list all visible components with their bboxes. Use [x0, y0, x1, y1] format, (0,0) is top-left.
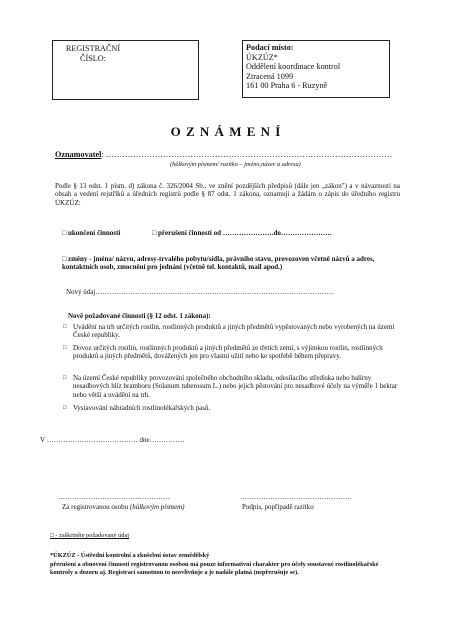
date-label: dne — [139, 436, 150, 444]
activity-label: Uvádění na trh určitých rostlin, rostlinných produktů a jiných předmětů vypěstovaných nebo vyrobených na území České republiky. — [73, 323, 395, 340]
submission-place-line: Oddělení koordinace kontrol — [246, 62, 341, 72]
activity-item[interactable] — [63, 374, 398, 399]
notifier-row[interactable] — [55, 150, 400, 160]
notifier-label: Oznamovatel — [55, 150, 102, 159]
signature-right-dots[interactable]: ………………………………………… — [240, 493, 352, 501]
submission-place-box — [242, 40, 390, 98]
submission-place-line: ÚKZÚZ* — [246, 52, 278, 62]
checkbox-icon[interactable]: □ — [63, 345, 67, 351]
date-dots[interactable]: …………… — [149, 436, 185, 444]
checkbox-footnote: □ - zaškrtněte požadovaný údaj — [50, 532, 129, 539]
activity-label: Vystavování náhradních rostlinolékařských pasů. — [73, 404, 211, 412]
option-interruption[interactable] — [152, 229, 332, 237]
activity-item[interactable] — [63, 344, 398, 361]
activity-item[interactable] — [63, 323, 398, 340]
new-activities-title: Nově požadované činnosti (§ 12 odst. 1 zákona): — [68, 312, 211, 320]
registration-number-label-line1: REGISTRAČNÍ — [65, 44, 121, 53]
submission-place-label: Podací místo: — [246, 43, 294, 52]
submission-place-line: 161 00 Praha 6 - Ruzyně — [246, 81, 328, 91]
notifier-dots: : …………………………………………………………………………………………… — [101, 150, 393, 159]
option-changes-label: změny - jména/ názvu, adresy-trvalého pobytu/sídla, právního stavu, provozoven včetně názvů a adres, kontaktních osob, zmocnění pro jednání (včetně tel. kontaktů, mail apod.) — [62, 255, 375, 272]
place-prefix: V — [40, 436, 45, 444]
signature-left-dots[interactable]: ………………………………………… — [58, 493, 170, 501]
checkbox-icon[interactable]: □ — [63, 405, 67, 411]
place-dots[interactable]: ………………………………… — [46, 436, 138, 444]
activity-item[interactable] — [63, 404, 398, 412]
checkbox-icon[interactable]: □ — [152, 229, 157, 237]
registration-number-box[interactable] — [52, 40, 199, 100]
checkbox-icon[interactable]: □ — [62, 229, 67, 237]
signature-left-label: Za registrovanou osobu — [62, 503, 129, 511]
place-date-row[interactable] — [40, 436, 185, 444]
activity-label: Na území České republiky provozování společného obchodního skladu, odesílacího střediska nebo balírny nesadbových hlíz bramboru (Solanum tuberosum L.) nebo jejich pěstování pro nesadbové účely na výměře 1 hektar nebo větší a uvádění na trh. — [73, 374, 398, 399]
activity-label: Dovoz určitých rostlin, rostlinných produktů a jiných předmětů ze třetích zemí, s výjimkou rostlin, rostlinných produktů a jiných předmětů, dovážených jen pro vlastní užití nebo ke spotřebě během přepravy. — [73, 344, 383, 361]
page-title: O Z N Á M E N Í — [170, 124, 282, 139]
new-value-field[interactable]: Nový údaj………………………………………………………………………………………… — [66, 288, 334, 296]
footer-org: *ÚKZÚZ - Ústřední kontrolní a zkušební ústav zemědělský — [50, 552, 210, 559]
option-termination-label: ukončení činnosti — [67, 229, 121, 237]
option-changes[interactable] — [62, 255, 397, 272]
registration-number-label-line2: ČÍSLO: — [80, 53, 106, 63]
checkbox-icon[interactable]: □ — [63, 324, 67, 330]
option-interruption-label: přerušení činnosti od ………………….do…………………. — [157, 229, 332, 237]
checkbox-icon[interactable]: □ — [63, 375, 67, 381]
signature-right-label: Podpis, popřípadě razítko — [242, 503, 314, 511]
submission-place-line: Ztracená 1099 — [246, 71, 294, 81]
intro-paragraph: Podle § 13 odst. 1 písm. d) zákona č. 326/2004 Sb., ve znění pozdějších předpisů (dále jen „zákon") a v návaznosti na obsah a vedení rejstříků a úředních registrů podle § 87 odst. 1 zákona, oznamuji a žádám o zápis do úředního registru ÚKZÚZ: — [55, 182, 400, 207]
signature-left-hint: (hůlkovým písmem) — [129, 503, 185, 511]
notifier-hint: (hůlkovým písmem/ razítko – jméno,název a adresa) — [170, 161, 301, 168]
checkbox-icon[interactable]: □ — [62, 255, 67, 263]
footer-note: přerušení a obnovení činnosti registrovanou osobou má pouze informativní charakter pro účely soustavné rostlinolékařské kontroly a dozoru aj. Registrací samotnou to neovlivňuje a je nadále platná (nepřerušuje se). — [50, 561, 379, 576]
option-termination[interactable] — [62, 229, 120, 237]
signature-left-label-row — [62, 503, 184, 511]
